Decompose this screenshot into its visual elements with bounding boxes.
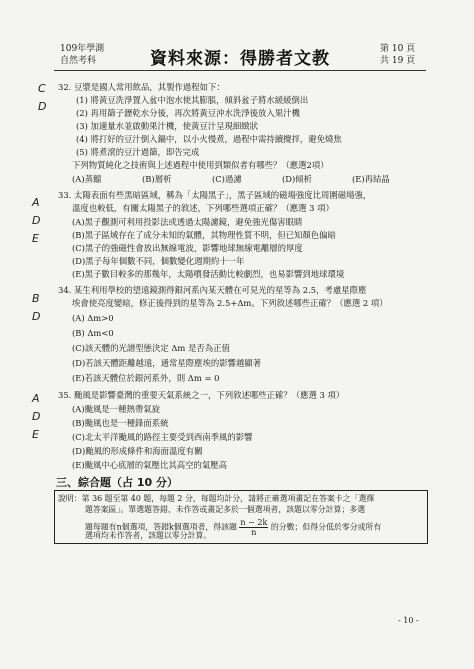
fraction-denominator: n bbox=[251, 528, 257, 537]
question-33-stem: 溫度也較低，有關太陽黑子的敘述，下列哪些選項正確？（應選 3 項） bbox=[72, 203, 334, 213]
handwritten-answer: A bbox=[32, 392, 40, 405]
question-32-step: (4) 將打好的豆汁倒入鍋中，以小火慢煮，過程中需持續攪拌，避免燒焦 bbox=[76, 134, 342, 144]
handwritten-answer: B bbox=[32, 292, 40, 305]
handwritten-answer: D bbox=[38, 100, 47, 113]
page-label: 第 10 頁 bbox=[380, 44, 416, 54]
handwritten-answer: D bbox=[32, 410, 41, 423]
question-35-option-e: (E)颱風中心底層的氣壓比其高空的氣壓高 bbox=[72, 460, 228, 470]
question-32-step: (1) 將黃豆洗淨置入盆中泡水使其膨脹，傾斜盆子將水緩緩倒出 bbox=[76, 95, 309, 105]
question-33-option-c: (C)黑子的強磁性會放出無線電波，影響地球無線電離層的厚度 bbox=[72, 243, 303, 253]
fraction-numerator: n − 2k bbox=[240, 518, 268, 527]
subject-label: 自然考科 bbox=[60, 56, 97, 66]
handwritten-answer: E bbox=[32, 232, 39, 245]
question-32-option-b: (B)層析 bbox=[142, 174, 172, 184]
instructions-line: 題答案區」。單選題答錯、未作答或畫記多於一個選項者，該題以零分計算；多選 bbox=[85, 505, 366, 514]
instructions-line: 說明：第 36 題至第 40 題，每題 2 分，每題均計分，請將正確選項畫記在答案卡之「選擇 bbox=[58, 494, 375, 503]
question-35-option-c: (C)北太平洋颱風的路徑主要受到西南季風的影響 bbox=[72, 432, 253, 442]
question-32-step: (2) 再用篩子瀝乾水分後，再次將黃豆沖水洗淨後放入果汁機 bbox=[76, 108, 300, 118]
question-32-step: (5) 將煮滾的豆汁過篩，即告完成 bbox=[76, 147, 200, 157]
question-35-option-b: (B)颱風也是一種鋒面系統 bbox=[72, 418, 169, 428]
question-34-option-c: (C)該天體的光譜型態決定 Δm 是否為正值 bbox=[72, 343, 230, 353]
question-34-option-e: (E)若該天體位於銀河系外，則 Δm = 0 bbox=[72, 373, 220, 383]
question-35-stem: 35. 颱風是影響臺灣的重要天氣系統之一，下列敘述哪些正確？（應選 3 項） bbox=[58, 390, 345, 400]
question-33-option-a: (A)黑子觀測可利用投影法或透過太陽濾鏡，避免強光傷害眼睛 bbox=[72, 217, 303, 227]
question-32-option-e: (E)再結晶 bbox=[352, 174, 390, 184]
handwritten-answer: D bbox=[32, 214, 41, 227]
question-35-option-d: (D)颱風的形成條件和海面溫度有關 bbox=[72, 446, 203, 456]
question-35-option-a: (A)颱風是一種熱帶氣旋 bbox=[72, 404, 160, 414]
question-34-stem: 埃會使亮度變暗，修正後得到的星等為 2.5+Δm。下列敘述哪些正確？（應選 2 項） bbox=[72, 298, 388, 308]
question-34-stem: 34. 某生利用學校的望遠鏡測得銀河系內某天體在可見光的星等為 2.5，考慮星際塵 bbox=[58, 285, 367, 295]
question-33-option-e: (E)黑子數目較多的那幾年，太陽噴發活動比較劇烈，也易影響到地球環境 bbox=[72, 269, 345, 279]
question-32-stem: 32. 豆漿是國人常用飲品，其製作過程如下： bbox=[58, 82, 225, 92]
instructions-box bbox=[54, 490, 428, 544]
handwritten-answer: C bbox=[38, 82, 46, 95]
exam-year: 109年學測 bbox=[60, 44, 105, 54]
question-32-step: (3) 加適量水並啟動果汁機，使黃豆汁呈現細緻狀 bbox=[76, 121, 259, 131]
page-number: - 10 - bbox=[398, 616, 419, 625]
question-34-option-d: (D)若該天體距離越遠，通常星際塵埃的影響越顯著 bbox=[72, 358, 262, 368]
header-rule bbox=[54, 70, 426, 71]
question-33-option-b: (B)黑子區域存在了成分未知的氣體，其物理性質不明，但已知顏色偏暗 bbox=[72, 230, 336, 240]
section-title: 三、綜合題（占 10 分） bbox=[56, 476, 178, 489]
handwritten-answer: E bbox=[32, 428, 39, 441]
question-32-option-d: (D)傾析 bbox=[282, 174, 312, 184]
total-pages-label: 共 19 頁 bbox=[380, 56, 416, 66]
question-33-stem: 33. 太陽表面有些黑暗區域，稱為「太陽黑子」，黑子區域的磁場強度比周圍磁場強， bbox=[58, 190, 372, 200]
instructions-text: 題每題有n個選項，答錯k個選項者，得該題 bbox=[85, 522, 237, 532]
question-32-option-c: (C)過濾 bbox=[212, 174, 242, 184]
score-fraction bbox=[239, 518, 268, 537]
handwritten-answer: A bbox=[32, 196, 40, 209]
question-34-option-a: (A) Δm>0 bbox=[72, 313, 114, 323]
handwritten-answer: D bbox=[32, 310, 41, 323]
question-32-prompt: 下列物質純化之技術與上述過程中使用到類似者有哪些？（應選2項） bbox=[72, 160, 329, 170]
source-logo-text: 資料來源：得勝者文教 bbox=[150, 49, 330, 69]
instructions-text: 的分數；但得分低於零分或所有 bbox=[270, 522, 382, 532]
instructions-line: 選項均未作答者，該題以零分計算。 bbox=[85, 531, 212, 540]
question-34-option-b: (B) Δm<0 bbox=[72, 328, 114, 338]
question-33-option-d: (D)黑子每年個數不同，個數變化週期約十一年 bbox=[72, 256, 245, 266]
question-32-option-a: (A)蒸餾 bbox=[72, 174, 102, 184]
